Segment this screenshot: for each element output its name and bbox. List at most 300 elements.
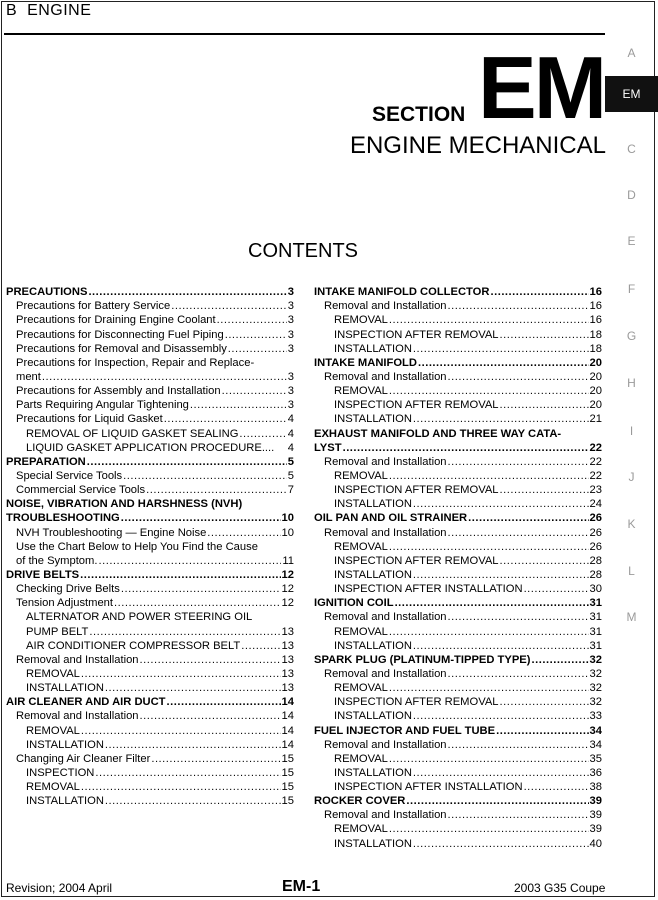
toc-entry-title: INTAKE MANIFOLD COLLECTOR [314, 286, 490, 299]
toc-dot-leader [448, 738, 589, 752]
toc-entry[interactable] [314, 794, 602, 808]
toc-dot-leader [413, 412, 589, 426]
tab-h[interactable]: H [627, 376, 636, 390]
toc-entry-page: 35 [589, 752, 602, 765]
toc-entry[interactable] [6, 412, 294, 426]
toc-entry[interactable] [314, 610, 602, 624]
toc-dot-leader [500, 328, 589, 342]
toc-entry[interactable] [314, 342, 602, 356]
toc-entry-page: 7 [287, 484, 294, 497]
toc-entry[interactable] [314, 469, 602, 483]
toc-entry-title: AIR CONDITIONER COMPRESSOR BELT [26, 639, 241, 652]
toc-entry-title: REMOVAL [334, 823, 388, 836]
toc-entry-page: 3 [287, 300, 294, 313]
toc-entry[interactable] [6, 695, 294, 709]
toc-entry-title: INSPECTION AFTER REMOVAL [334, 484, 499, 497]
toc-dot-leader [500, 554, 589, 568]
toc-dot-leader [217, 313, 287, 327]
toc-entry-page: 39 [589, 795, 602, 808]
toc-entry[interactable] [314, 327, 602, 341]
toc-entry[interactable] [314, 723, 602, 737]
toc-dot-leader [225, 328, 287, 342]
section-code: EM [478, 38, 604, 137]
toc-entry[interactable] [6, 426, 294, 440]
toc-entry-page: 20 [589, 356, 602, 369]
toc-entry-page: 4 [287, 427, 294, 440]
toc-dot-leader [343, 441, 589, 455]
toc-entry-page: 16 [589, 286, 602, 299]
toc-entry[interactable] [6, 356, 294, 370]
toc-entry-title: REMOVAL [26, 667, 80, 680]
toc-entry[interactable] [6, 639, 294, 653]
toc-entry-title: Removal and Installation [324, 300, 447, 313]
toc-entry[interactable] [6, 441, 294, 455]
toc-entry-page: 20 [589, 385, 602, 398]
toc-entry[interactable] [6, 582, 294, 596]
toc-entry-title: PUMP BELT [26, 625, 89, 638]
toc-entry-title: INTAKE MANIFOLD [314, 356, 417, 369]
toc-entry[interactable] [6, 738, 294, 752]
toc-entry-page: 18 [589, 328, 602, 341]
tab-em[interactable]: EM [605, 76, 658, 112]
tab-k[interactable]: K [627, 517, 636, 531]
toc-dot-leader [448, 299, 589, 313]
toc-entry[interactable] [6, 469, 294, 483]
toc-entry[interactable] [6, 342, 294, 356]
tab-g[interactable]: G [626, 329, 637, 343]
toc-dot-leader [496, 724, 588, 738]
toc-dot-leader [228, 342, 287, 356]
toc-entry-title: FUEL INJECTOR AND FUEL TUBE [314, 724, 496, 737]
toc-entry[interactable] [314, 370, 602, 384]
toc-entry[interactable] [314, 624, 602, 638]
toc-entry-page: 32 [589, 682, 602, 695]
toc-entry-page: 13 [281, 682, 294, 695]
toc-entry-page: 31 [589, 611, 602, 624]
toc-entry-title: IGNITION COIL [314, 597, 394, 610]
toc-entry-page: 39 [589, 823, 602, 836]
toc-entry-page: 5 [287, 469, 294, 482]
toc-dot-leader [98, 554, 281, 568]
toc-dot-leader [468, 511, 588, 525]
toc-entry[interactable] [6, 610, 294, 624]
toc-entry[interactable] [314, 356, 602, 370]
toc-entry[interactable] [314, 695, 602, 709]
toc-entry-title: REMOVAL [334, 682, 388, 695]
toc-entry-page: 3 [287, 286, 294, 299]
toc-entry-title: ALTERNATOR AND POWER STEERING OIL [26, 611, 253, 624]
tab-c[interactable]: C [627, 142, 636, 156]
toc-entry-title: Commercial Service Tools [16, 484, 146, 497]
toc-entry-title: REMOVAL [334, 469, 388, 482]
toc-entry[interactable] [6, 653, 294, 667]
toc-entry-title: INSPECTION AFTER REMOVAL [334, 328, 499, 341]
toc-entry[interactable] [314, 540, 602, 554]
toc-entry-page: 34 [589, 738, 602, 751]
toc-entry[interactable] [6, 511, 294, 525]
toc-entry-page: 34 [589, 724, 602, 737]
toc-entry-page: 32 [589, 653, 602, 666]
toc-entry-title: LYST [314, 441, 342, 454]
toc-entry-title: INSPECTION AFTER REMOVAL [334, 399, 499, 412]
toc-entry[interactable] [314, 412, 602, 426]
toc-entry[interactable] [314, 766, 602, 780]
toc-entry[interactable] [6, 327, 294, 341]
toc-entry-page: 13 [281, 653, 294, 666]
toc-entry[interactable] [314, 709, 602, 723]
toc-entry-title: INSTALLATION [334, 837, 412, 850]
toc-entry-title: Changing Air Cleaner Filter [16, 752, 151, 765]
toc-dot-leader [413, 568, 589, 582]
toc-entry-page: 15 [281, 781, 294, 794]
toc-entry[interactable] [314, 780, 602, 794]
toc-entry[interactable] [6, 667, 294, 681]
toc-entry-page: 4 [287, 441, 294, 454]
toc-entry-page: 18 [589, 342, 602, 355]
toc-entry[interactable] [6, 554, 294, 568]
toc-entry[interactable] [6, 723, 294, 737]
toc-entry-title: INSPECTION AFTER INSTALLATION [334, 583, 523, 596]
toc-entry-title: PREPARATION [6, 455, 86, 468]
section-label: SECTION [372, 103, 466, 126]
toc-entry[interactable] [6, 285, 294, 299]
toc-entry-page: 30 [589, 583, 602, 596]
toc-entry[interactable] [6, 497, 294, 511]
toc-entry-title: NOISE, VIBRATION AND HARSHNESS (NVH) [6, 498, 243, 511]
toc-entry-title: INSTALLATION [334, 766, 412, 779]
toc-dot-leader [418, 356, 589, 370]
toc-entry-title: ROCKER COVER [314, 795, 406, 808]
toc-entry-page: 24 [589, 498, 602, 511]
toc-entry[interactable] [6, 483, 294, 497]
toc-entry-title: Removal and Installation [324, 611, 447, 624]
tab-e[interactable]: E [627, 234, 636, 248]
toc-entry-title: INSTALLATION [334, 710, 412, 723]
toc-entry[interactable] [314, 582, 602, 596]
toc-entry-page: 14 [281, 696, 294, 709]
toc-entry-title: REMOVAL [26, 724, 80, 737]
toc-entry-title: Tension Adjustment [16, 597, 114, 610]
toc-entry[interactable] [6, 709, 294, 723]
toc-entry-page: 16 [589, 300, 602, 313]
toc-dot-leader [524, 582, 589, 596]
toc-entry[interactable] [314, 738, 602, 752]
tab-l[interactable]: L [628, 564, 635, 578]
toc-entry-title: OIL PAN AND OIL STRAINER [314, 512, 468, 525]
toc-entry[interactable] [314, 285, 602, 299]
toc-entry-title: INSTALLATION [26, 738, 104, 751]
toc-entry-page: 31 [589, 639, 602, 652]
toc-entry-title: REMOVAL OF LIQUID GASKET SEALING [26, 427, 239, 440]
toc-entry[interactable] [314, 455, 602, 469]
toc-entry-page: 39 [589, 809, 602, 822]
toc-dot-leader [448, 370, 589, 384]
toc-dot-leader [121, 511, 281, 525]
toc-entry-page: 3 [287, 328, 294, 341]
toc-entry[interactable] [6, 780, 294, 794]
toc-left-column [6, 285, 294, 808]
toc-entry-title: INSTALLATION [334, 413, 412, 426]
section-title: ENGINE MECHANICAL [349, 132, 606, 159]
toc-dot-leader [389, 384, 589, 398]
toc-dot-leader [123, 469, 287, 483]
toc-entry-title: INSTALLATION [334, 568, 412, 581]
toc-entry-title: Use the Chart Below to Help You Find the Cause [16, 540, 258, 553]
toc-entry-page: 14 [281, 738, 294, 751]
toc-dot-leader [490, 285, 588, 299]
toc-dot-leader [81, 724, 281, 738]
toc-entry[interactable] [6, 596, 294, 610]
footer-page-id: EM-1 [282, 878, 321, 895]
toc-entry-page: 12 [281, 597, 294, 610]
toc-entry-page: 3 [287, 314, 294, 327]
toc-entry[interactable] [314, 511, 602, 525]
toc-dot-leader [171, 299, 287, 313]
toc-entry-title: SPARK PLUG (PLATINUM-TIPPED TYPE) [314, 653, 531, 666]
toc-dot-leader [448, 526, 589, 540]
toc-entry-page: 26 [589, 540, 602, 553]
toc-entry-page: 4 [287, 413, 294, 426]
toc-dot-leader [413, 766, 589, 780]
toc-entry-title: REMOVAL [334, 385, 388, 398]
toc-entry-title: Removal and Installation [16, 653, 139, 666]
toc-entry[interactable] [314, 653, 602, 667]
toc-dot-leader [448, 808, 589, 822]
toc-entry-page: 26 [589, 512, 602, 525]
toc-dot-leader [80, 568, 280, 582]
contents-heading: CONTENTS [248, 240, 358, 262]
footer-model: 2003 G35 Coupe [514, 881, 606, 895]
toc-dot-leader [524, 780, 589, 794]
toc-entry-title: NVH Troubleshooting — Engine Noise [16, 526, 207, 539]
toc-entry-title: INSPECTION AFTER INSTALLATION [334, 781, 523, 794]
toc-entry-title: Precautions for Removal and Disassembly [16, 342, 227, 355]
toc-dot-leader [167, 695, 281, 709]
toc-entry-title: of the Symptom. [16, 554, 98, 567]
toc-entry[interactable] [314, 483, 602, 497]
toc-entry[interactable] [314, 441, 602, 455]
toc-entry-title: REMOVAL [26, 781, 80, 794]
toc-entry[interactable] [314, 568, 602, 582]
toc-entry[interactable] [314, 426, 602, 440]
toc-entry[interactable] [6, 370, 294, 384]
toc-entry-title: Removal and Installation [324, 455, 447, 468]
toc-dot-leader [389, 752, 589, 766]
toc-dot-leader [532, 653, 589, 667]
toc-entry-title: Precautions for Battery Service [16, 300, 171, 313]
toc-entry-title: Removal and Installation [16, 710, 139, 723]
toc-entry-page: 12 [281, 568, 294, 581]
toc-entry-title: Precautions for Inspection, Repair and Replace- [16, 356, 255, 369]
toc-dot-leader [88, 285, 286, 299]
toc-dot-leader [413, 709, 589, 723]
toc-entry-page: 11 [282, 554, 294, 567]
toc-entry-page: 16 [589, 314, 602, 327]
toc-dot-leader [241, 639, 280, 653]
toc-dot-leader [146, 483, 287, 497]
toc-dot-leader [105, 738, 281, 752]
toc-entry-title: ment [16, 370, 41, 383]
toc-entry-title: DRIVE BELTS [6, 568, 80, 581]
toc-entry-title: Removal and Installation [324, 809, 447, 822]
toc-entry-page: 32 [589, 696, 602, 709]
toc-dot-leader [105, 681, 281, 695]
toc-entry-page: 28 [589, 568, 602, 581]
toc-entry-page: 22 [589, 469, 602, 482]
toc-entry-title: INSTALLATION [26, 682, 104, 695]
toc-entry-page: 22 [589, 441, 602, 454]
toc-entry-page: 15 [281, 795, 294, 808]
toc-entry-page: 20 [589, 370, 602, 383]
tab-j[interactable]: J [628, 470, 635, 484]
toc-entry[interactable] [6, 540, 294, 554]
toc-entry-page: 3 [287, 342, 294, 355]
toc-entry-page: 33 [589, 710, 602, 723]
toc-dot-leader [389, 681, 589, 695]
toc-entry-page: 3 [287, 370, 294, 383]
toc-entry-title: EXHAUST MANIFOLD AND THREE WAY CATA- [314, 427, 562, 440]
toc-dot-leader [114, 596, 281, 610]
toc-entry[interactable] [314, 808, 602, 822]
toc-entry-page: 14 [281, 724, 294, 737]
toc-entry-title: INSTALLATION [334, 498, 412, 511]
tab-i[interactable]: I [629, 424, 634, 438]
toc-dot-leader [140, 653, 281, 667]
toc-dot-leader [207, 526, 280, 540]
toc-dot-leader [81, 780, 281, 794]
toc-entry[interactable] [6, 384, 294, 398]
toc-dot-leader [89, 625, 280, 639]
toc-dot-leader [500, 695, 589, 709]
toc-entry-page: 13 [281, 639, 294, 652]
toc-entry[interactable] [6, 624, 294, 638]
toc-entry[interactable] [6, 681, 294, 695]
toc-entry[interactable] [6, 766, 294, 780]
toc-dot-leader [406, 794, 588, 808]
toc-entry-page: 28 [589, 554, 602, 567]
toc-dot-leader [105, 794, 281, 808]
toc-entry[interactable] [6, 398, 294, 412]
toc-entry[interactable] [6, 455, 294, 469]
tab-d[interactable]: D [627, 188, 636, 202]
toc-dot-leader [140, 709, 281, 723]
toc-entry-title: LIQUID GASKET APPLICATION PROCEDURE.... [26, 441, 275, 454]
toc-entry-title: REMOVAL [334, 540, 388, 553]
toc-entry-page: 22 [589, 455, 602, 468]
toc-entry-page: 31 [589, 597, 602, 610]
toc-dot-leader [222, 384, 287, 398]
toc-entry[interactable] [314, 313, 602, 327]
toc-dot-leader [413, 342, 589, 356]
toc-entry[interactable] [314, 681, 602, 695]
toc-entry-page: 23 [589, 484, 602, 497]
section-group-title: B ENGINE [6, 2, 92, 19]
tab-m[interactable]: M [626, 610, 637, 624]
toc-dot-leader [413, 837, 589, 851]
toc-entry-page: 15 [281, 752, 294, 765]
toc-dot-leader [500, 483, 589, 497]
toc-dot-leader [164, 412, 287, 426]
toc-entry-page: 36 [589, 766, 602, 779]
toc-entry-title: INSPECTION AFTER REMOVAL [334, 696, 499, 709]
toc-entry[interactable] [314, 752, 602, 766]
toc-entry-title: AIR CLEANER AND AIR DUCT [6, 696, 166, 709]
toc-entry-title: Parts Requiring Angular Tightening [16, 399, 189, 412]
toc-dot-leader [389, 540, 589, 554]
toc-entry[interactable] [314, 822, 602, 836]
toc-entry[interactable] [314, 525, 602, 539]
toc-dot-leader [389, 822, 589, 836]
toc-entry[interactable] [314, 596, 602, 610]
toc-entry-page: 13 [281, 667, 294, 680]
toc-entry-page: 38 [589, 781, 602, 794]
toc-entry[interactable] [314, 836, 602, 850]
toc-entry-title: REMOVAL [334, 625, 388, 638]
toc-entry[interactable] [314, 667, 602, 681]
toc-dot-leader [239, 427, 286, 441]
toc-entry-page: 14 [281, 710, 294, 723]
toc-dot-leader [413, 497, 589, 511]
toc-entry-page: 26 [589, 526, 602, 539]
toc-entry[interactable] [314, 299, 602, 313]
toc-entry-page: 32 [589, 667, 602, 680]
toc-entry-title: Removal and Installation [324, 370, 447, 383]
toc-entry-page: 3 [287, 385, 294, 398]
toc-entry-title: Special Service Tools [16, 469, 123, 482]
toc-dot-leader [395, 596, 589, 610]
toc-entry[interactable] [314, 497, 602, 511]
toc-entry-page: 40 [589, 837, 602, 850]
toc-entry[interactable] [6, 568, 294, 582]
toc-entry-page: 13 [281, 625, 294, 638]
toc-entry-title: REMOVAL [334, 752, 388, 765]
toc-entry-page: 20 [589, 399, 602, 412]
toc-entry[interactable] [314, 398, 602, 412]
toc-entry[interactable] [6, 313, 294, 327]
toc-entry[interactable] [6, 794, 294, 808]
toc-entry[interactable] [6, 752, 294, 766]
toc-dot-leader [95, 766, 280, 780]
toc-dot-leader [448, 455, 589, 469]
toc-entry-page: 15 [281, 766, 294, 779]
toc-entry-title: REMOVAL [334, 314, 388, 327]
toc-dot-leader [448, 667, 589, 681]
tab-a[interactable]: A [627, 46, 636, 60]
toc-entry[interactable] [314, 639, 602, 653]
toc-entry-title: Precautions for Draining Engine Coolant [16, 314, 216, 327]
toc-entry-title: Removal and Installation [324, 526, 447, 539]
toc-dot-leader [81, 667, 281, 681]
toc-entry[interactable] [6, 525, 294, 539]
toc-right-column [314, 285, 602, 851]
toc-entry-page: 21 [589, 413, 602, 426]
toc-dot-leader [389, 469, 589, 483]
toc-dot-leader [42, 370, 287, 384]
toc-entry-title: INSTALLATION [334, 342, 412, 355]
toc-dot-leader [500, 398, 589, 412]
toc-entry-page: 3 [287, 399, 294, 412]
toc-dot-leader [389, 313, 589, 327]
toc-entry-title: INSTALLATION [26, 795, 104, 808]
tab-f[interactable]: F [627, 282, 636, 296]
toc-dot-leader [190, 398, 287, 412]
toc-entry[interactable] [314, 384, 602, 398]
toc-dot-leader [87, 455, 287, 469]
toc-entry[interactable] [314, 554, 602, 568]
toc-dot-leader [413, 639, 589, 653]
toc-entry[interactable] [6, 299, 294, 313]
toc-entry-title: Precautions for Assembly and Installation [16, 385, 221, 398]
